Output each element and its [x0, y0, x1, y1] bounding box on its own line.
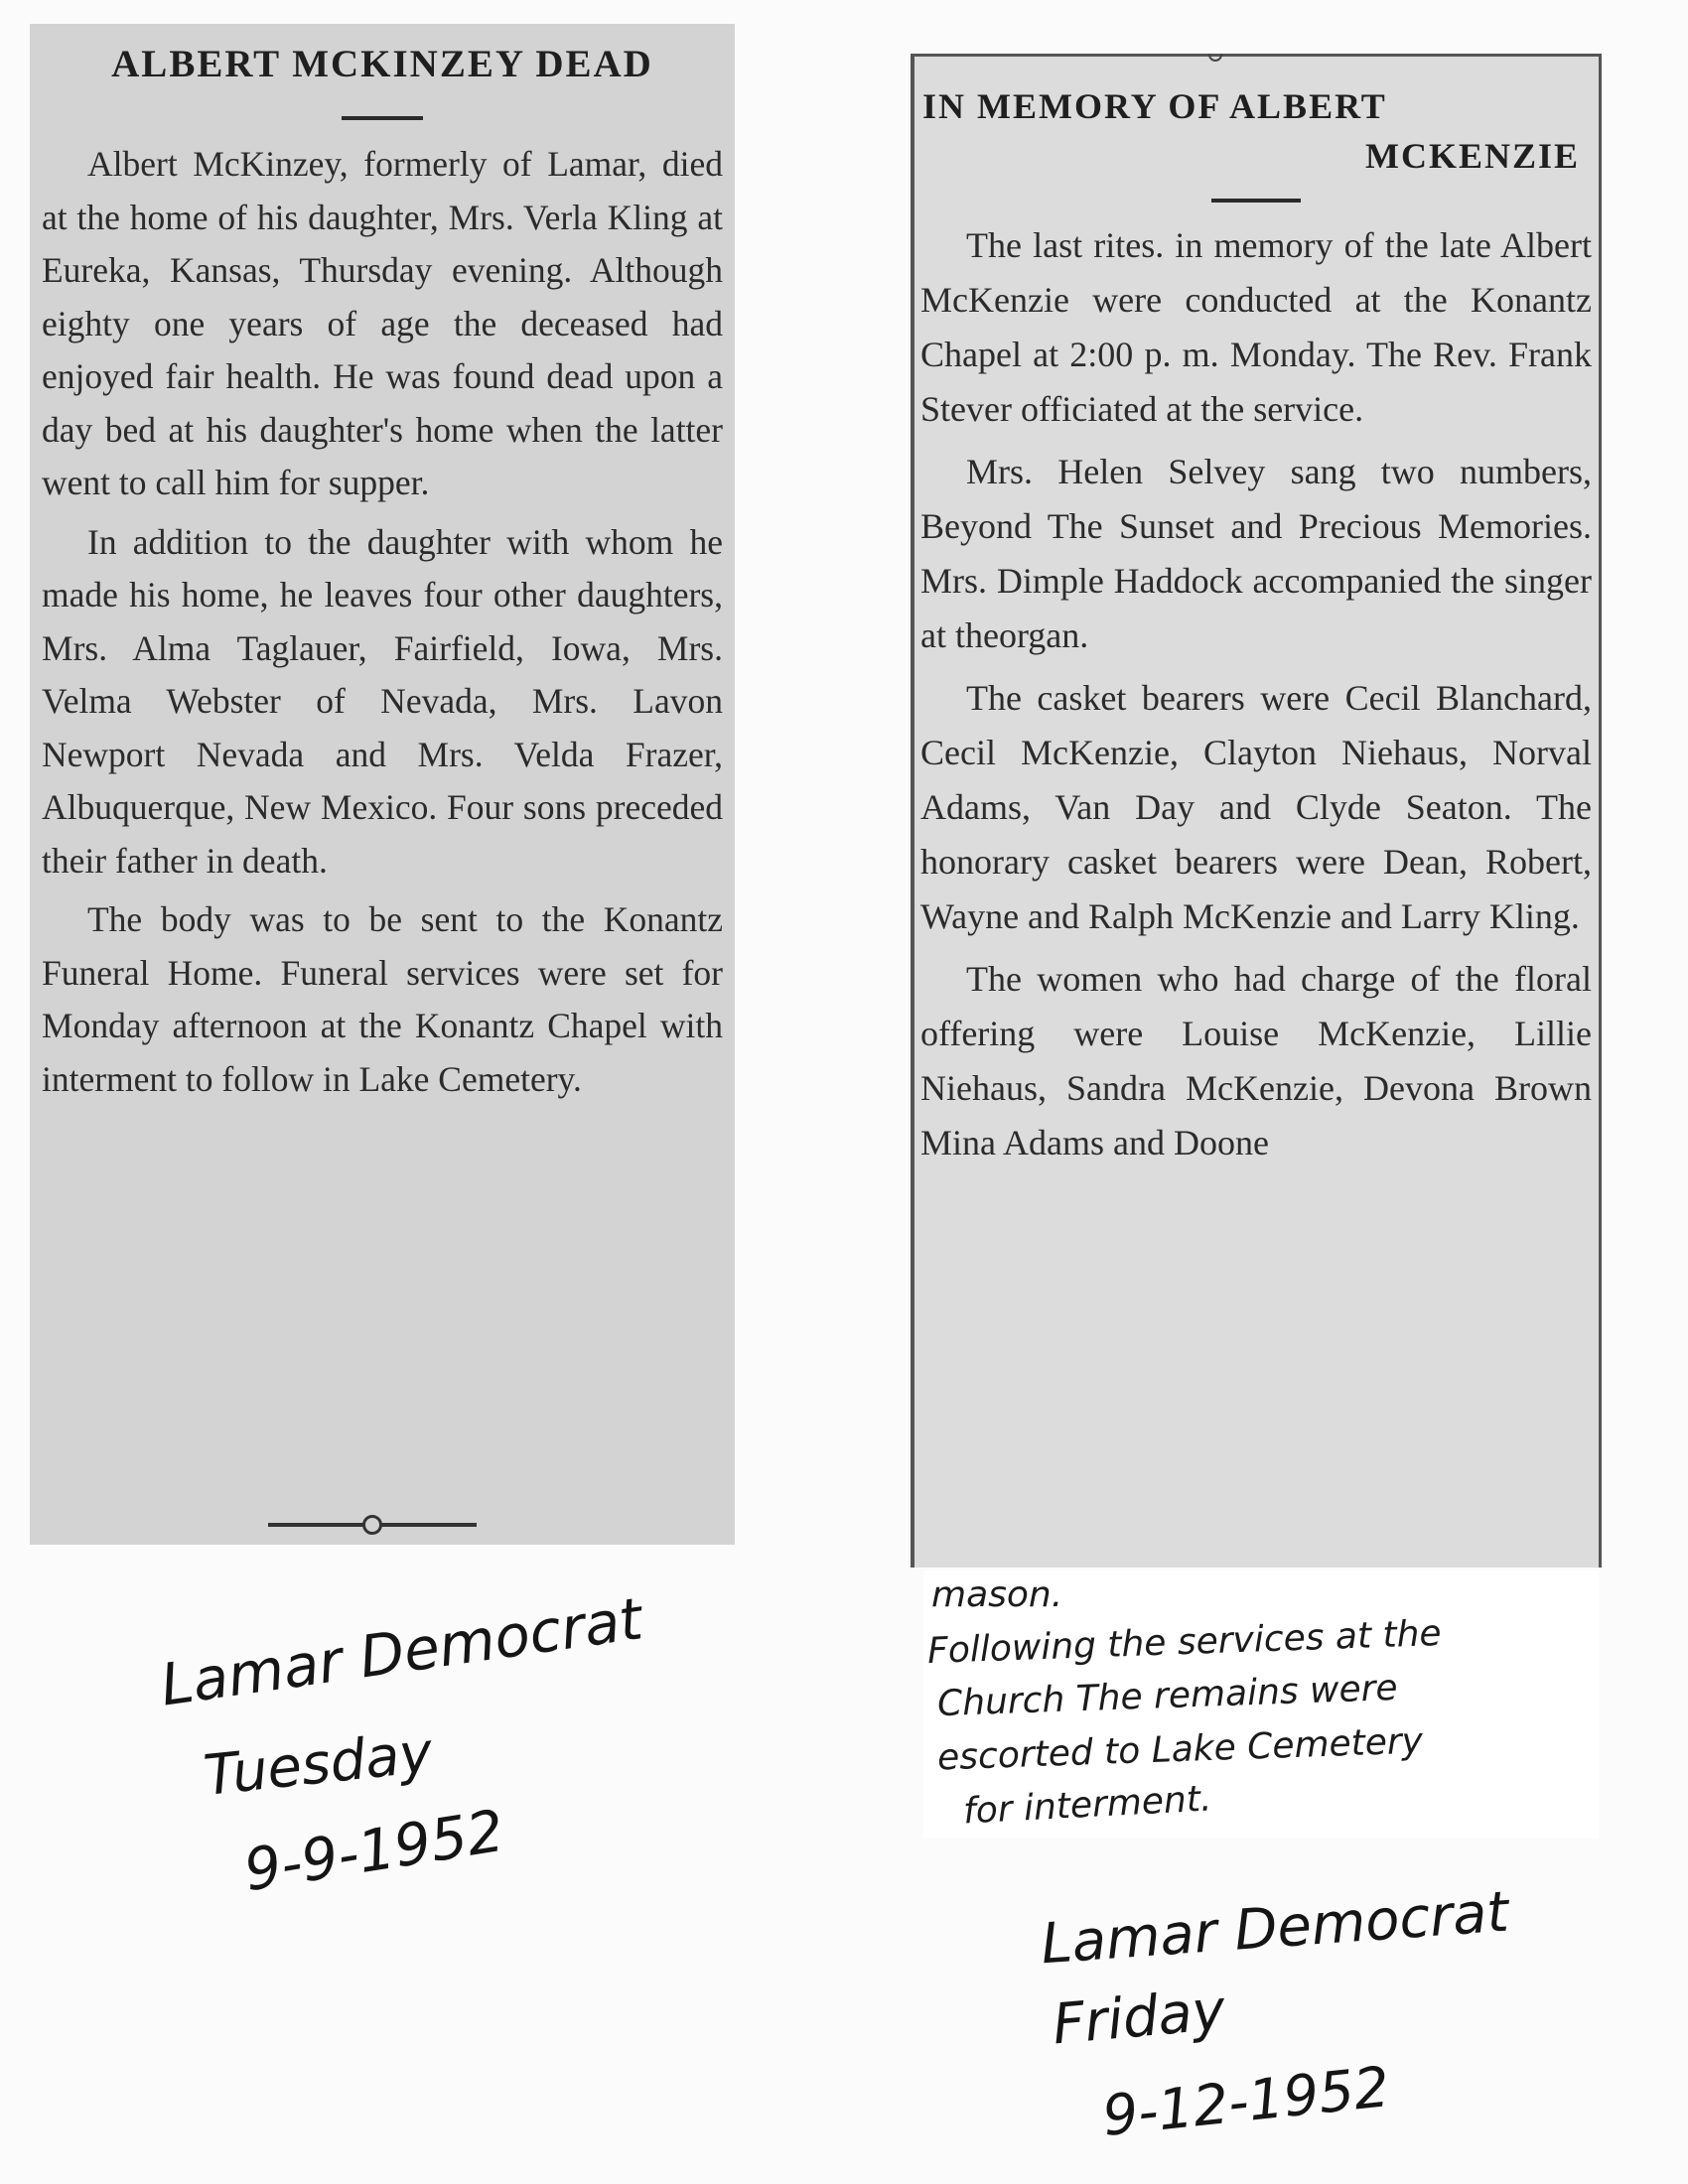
paragraph-text: The casket bearers were Cecil Blanchard, Cecil McKenzie, Clayton Niehaus, Norval Adams, Van Day and Clyde Seaton. The honorary casket bearers were Dean, Robert, Wayne and Ralph McKenzie and Larry Kling.	[920, 678, 1592, 936]
left-headline: ALBERT MCKINZEY DEAD	[111, 43, 653, 85]
right-annotation-newspaper: Lamar Democrat	[1039, 1879, 1511, 1978]
top-ornament-mark	[1208, 54, 1222, 62]
column-rule	[911, 54, 914, 1568]
note-line-1: mason.	[931, 1574, 1063, 1615]
note-line-5: for interment.	[962, 1778, 1213, 1833]
left-annotation-newspaper: Lamar Democrat	[156, 1584, 646, 1719]
note-line-2: Following the services at the	[926, 1612, 1443, 1673]
column-rule	[911, 54, 1602, 57]
right-paragraph-1	[920, 218, 1592, 437]
column-rule	[1599, 54, 1602, 1568]
paragraph-text: The women who had charge of the floral offering were Louise McKenzie, Lillie Niehaus, Sandra McKenzie, Devona Brown Mina Adams and Doone	[920, 959, 1592, 1162]
right-annotation-date: 9-12-1952	[1099, 2055, 1393, 2149]
headline-dash	[342, 116, 423, 120]
note-line-3: Church The remains were	[936, 1667, 1399, 1725]
right-paragraph-4	[920, 952, 1592, 1170]
right-headline-line-1: IN MEMORY OF ALBERT	[922, 86, 1387, 126]
right-paragraph-3	[920, 671, 1592, 944]
paragraph-text: Albert McKinzey, formerly of Lamar, died at the home of his daughter, Mrs. Verla Kling at Eureka, Kansas, Thursday evening. Although eighty one years of age the deceased had enjoyed fair health. He was found dead upon a day bed at his daughter's home when the latter went to call him for supper.	[42, 144, 723, 502]
note-line-4: escorted to Lake Cemetery	[936, 1720, 1424, 1779]
right-headline-line-2: MCKENZIE	[1364, 136, 1580, 176]
paragraph-text: The body was to be sent to the Konantz Funeral Home. Funeral services were set for Monday afternoon at the Konantz Chapel with interment to follow in Lake Cemetery.	[42, 899, 723, 1099]
right-annotation-weekday: Friday	[1050, 1978, 1228, 2058]
end-of-article-mark	[268, 1523, 477, 1527]
paragraph-text: In addition to the daughter with whom he made his home, he leaves four other daughters, Mrs. Alma Taglauer, Fairfield, Iowa, Mrs. Velma Webster of Nevada, Mrs. Lavon Newport Nevada and Mrs. Velda Frazer, Albuquerque, New Mexico. Four sons preceded their father in death.	[42, 521, 723, 881]
left-annotation-weekday: Tuesday	[201, 1720, 436, 1809]
paragraph-text: The last rites. in memory of the late Albert McKenzie were conducted at the Konantz Chapel at 2:00 p. m. Monday. The Rev. Frank Stever officiated at the service.	[920, 225, 1592, 429]
handwritten-continuation-note	[923, 1570, 1599, 1839]
paragraph-text: Mrs. Helen Selvey sang two numbers, Beyond The Sunset and Precious Memories. Mrs. Dimple Haddock accompanied the singer at theorgan.	[920, 452, 1592, 655]
left-paragraph-1	[42, 138, 723, 510]
headline-dash	[1211, 199, 1301, 203]
left-paragraph-3	[42, 893, 723, 1106]
right-headline	[922, 81, 1580, 181]
left-clipping	[30, 24, 735, 1545]
right-paragraph-2	[920, 445, 1592, 663]
left-annotation-date: 9-9-1952	[239, 1796, 508, 1905]
left-paragraph-2	[42, 516, 723, 888]
right-clipping	[911, 54, 1602, 1568]
